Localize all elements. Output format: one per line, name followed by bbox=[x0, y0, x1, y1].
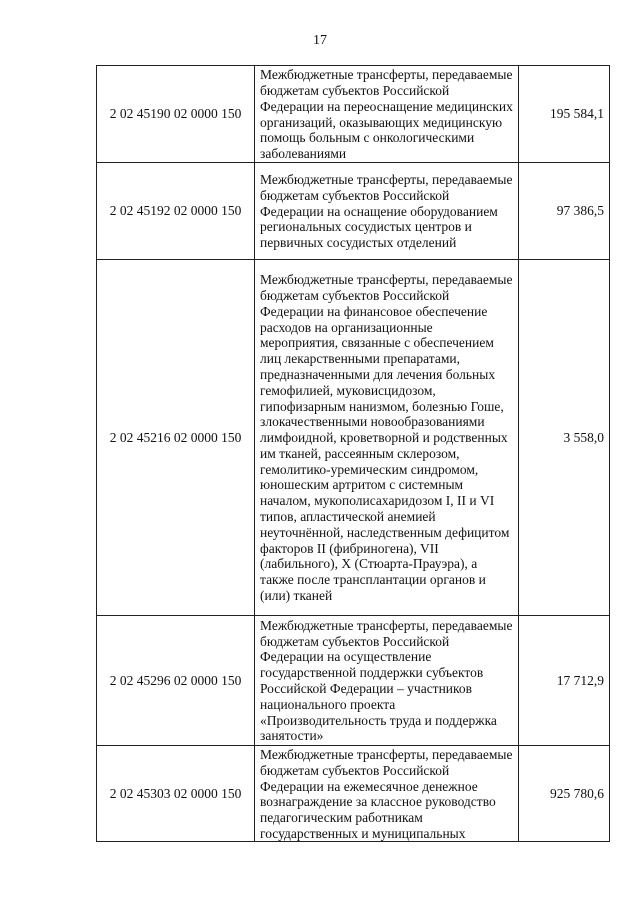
budget-code: 2 02 45216 02 0000 150 bbox=[109, 429, 242, 445]
description-cell bbox=[255, 616, 519, 746]
description-text: Межбюджетные трансферты, передаваемые бюджетам субъектов Российской Федерации на оснащение оборудованием региональных сосудистых центров и первичных сосудистых отделений bbox=[260, 172, 513, 251]
description-cell bbox=[255, 260, 519, 616]
table-row bbox=[97, 746, 610, 842]
amount-value: 97 386,5 bbox=[556, 203, 604, 219]
description-cell bbox=[255, 163, 519, 260]
description-text: Межбюджетные трансферты, передаваемые бюджетам субъектов Российской Федерации на финансовое обеспечение расходов на организационные мероприятия, связанные с обеспечением лиц лекарственными препаратами, предназначенными для лечения больных гемофилией, муковисцидозом, гипофизарным нанизмом, болезнью Гоше, злокачественными новообразованиями лимфоидной, кроветворной и родственных им тканей, рассеянным склерозом, гемолитико-уремическим синдромом, юношеским артритом с системным началом, мукополисахаридозом I, II и VI типов, апластической анемией неуточнённой, наследственным дефицитом факторов II (фибриногена), VII (лабильного), X (Стюарта-Прауэра), а также после трансплантации органов и (или) тканей bbox=[260, 272, 513, 604]
budget-code: 2 02 45192 02 0000 150 bbox=[109, 203, 242, 219]
amount-value: 3 558,0 bbox=[563, 429, 604, 445]
amount-value: 195 584,1 bbox=[550, 106, 604, 122]
budget-code-cell bbox=[97, 163, 255, 260]
table-row bbox=[97, 66, 610, 163]
budget-code: 2 02 45190 02 0000 150 bbox=[109, 106, 242, 122]
description-cell bbox=[255, 66, 519, 163]
budget-table bbox=[96, 65, 610, 842]
amount-cell bbox=[519, 746, 610, 842]
budget-code-cell bbox=[97, 260, 255, 616]
description-text: Межбюджетные трансферты, передаваемые бюджетам субъектов Российской Федерации на осуществление государственной поддержки субъектов Российской Федерации – участников национального проекта «Производительность труда и поддержка занятости» bbox=[260, 617, 513, 744]
page-number: 17 bbox=[313, 33, 327, 48]
budget-code-cell bbox=[97, 616, 255, 746]
table-row bbox=[97, 616, 610, 746]
amount-value: 17 712,9 bbox=[556, 672, 604, 688]
table-row bbox=[97, 260, 610, 616]
budget-code-cell bbox=[97, 66, 255, 163]
amount-cell bbox=[519, 260, 610, 616]
budget-code: 2 02 45303 02 0000 150 bbox=[109, 785, 242, 801]
description-cell bbox=[255, 746, 519, 842]
amount-cell bbox=[519, 66, 610, 163]
description-text: Межбюджетные трансферты, передаваемые бюджетам субъектов Российской Федерации на переоснащение медицинских организаций, оказывающих медицинскую помощь больным с онкологическими заболеваниями bbox=[260, 67, 513, 162]
amount-cell bbox=[519, 163, 610, 260]
table-row bbox=[97, 163, 610, 260]
budget-code-cell bbox=[97, 746, 255, 842]
amount-value: 925 780,6 bbox=[550, 785, 604, 801]
description-text: Межбюджетные трансферты, передаваемые бюджетам субъектов Российской Федерации на ежемесячное денежное вознаграждение за классное руководство педагогическим работникам государственных и муниципальных bbox=[260, 747, 513, 841]
budget-code: 2 02 45296 02 0000 150 bbox=[109, 672, 242, 688]
amount-cell bbox=[519, 616, 610, 746]
